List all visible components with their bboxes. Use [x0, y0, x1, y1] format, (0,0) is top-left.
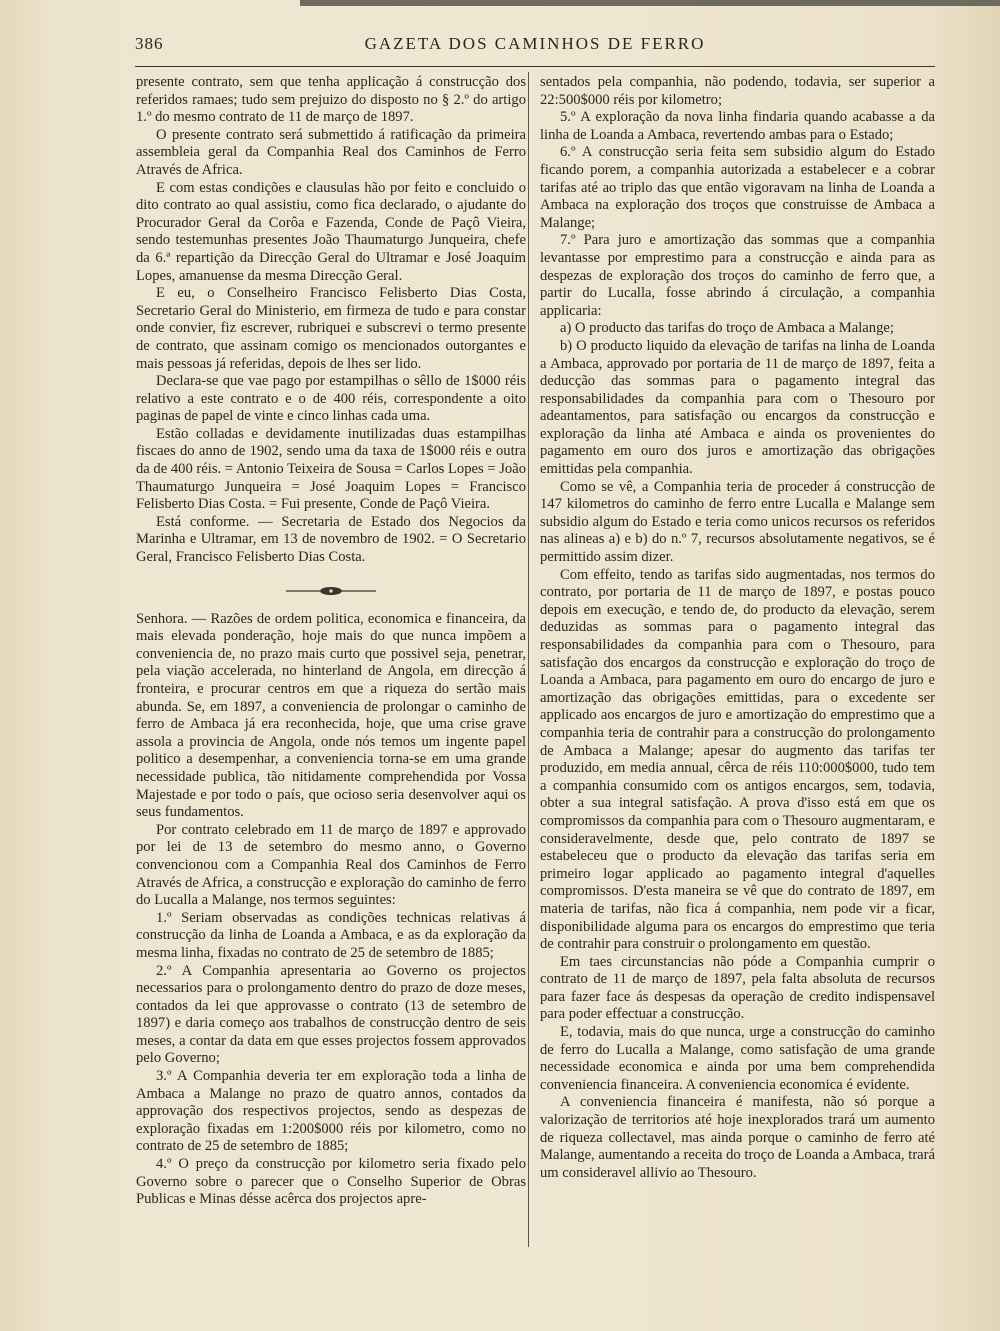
paragraph: Declara-se que vae pago por estampilhas o sêllo de 1$000 réis relativo a este contrato e o de 400 réis, correspondente a oito paginas de papel de vinte e cinco linhas cada uma.: [136, 373, 526, 425]
paragraph: 4.º O preço da construcção por kilometro seria fixado pelo Governo sobre o parecer que o Conselho Superior de Obras Publicas e Minas désse acêrca dos projectos apre-: [136, 1156, 526, 1208]
column-divider: [528, 72, 529, 1247]
paragraph: 5.º A exploração da nova linha findaria quando acabasse a da linha de Loanda a Ambaca, revertendo ambas para o Estado;: [540, 109, 935, 143]
paragraph: 1.º Seriam observadas as condições technicas relativas á construcção da linha de Loanda a Ambaca, e as da exploração da mesma linha, fixadas no contrato de 25 de setembro de 1885;: [136, 909, 526, 961]
paragraph: Em taes circunstancias não póde a Companhia cumprir o contrato de 11 de março de 1897, pela falta absoluta de recursos para fazer face ás despesas da operação de credito indispensavel para poder effectuar a construcção.: [540, 953, 935, 1023]
scan-edge: [300, 0, 1000, 6]
right-column: [540, 74, 935, 1182]
page-number: 386: [135, 34, 164, 53]
paragraph: E com estas condições e clausulas hão por feito e concluido o dito contrato ao qual assistiu, como fica declarado, o ajudante do Procurador Geral da Corôa e Fazenda, Conde de Paçô Vieira, sendo testemunhas presentes João Thaumaturgo Junqueira, chefe da 6.ª repartição da Direcção Geral do Ultramar e José Joaquim Lopes, amanuense da mesma Direcção Geral.: [136, 179, 526, 284]
header-rule: [135, 66, 935, 67]
paragraph: 2.º A Companhia apresentaria ao Governo os projectos necessarios para o prolongamento dentro do prazo de doze meses, contados da lei que approvasse o contrato (13 de setembro de 1897) e daria começo aos trabalhos de construcção dentro de seis meses, a contar da data em que esses projectos fossem approvados pelo Governo;: [136, 962, 526, 1067]
page-header: [135, 34, 935, 60]
paragraph: presente contrato, sem que tenha applicação á construcção dos referidos ramaes; tudo sem prejuizo do disposto no § 2.º do artigo 1.º do mesmo contrato de 11 de março de 1897.: [136, 74, 526, 126]
paragraph: Senhora. — Razões de ordem politica, economica e financeira, da mais elevada ponderação, hoje mais do que nunca impõem a conveniencia de, no prazo mais curto que possivel seja, penetrar, pela viação accelerada, no hinterland de Angola, em direcção á fronteira, e procurar centros em que a riqueza do sertão mais abunda. Se, em 1897, a conveniencia de prolongar o caminho de ferro de Ambaca já era reconhecida, hoje, que uma crise grave assola a provincia de Angola, onde nós temos um ingente papel politico a desempenhar, a conveniencia torna-se em uma grande necessidade publica, tão nitidamente comprehendida por Vossa Majestade e por todo o país, que ocioso seria desenvolver aqui os seus fundamentos.: [136, 610, 526, 821]
paragraph: Está conforme. — Secretaria de Estado dos Negocios da Marinha e Ultramar, em 13 de novembro de 1902. = O Secretario Geral, Francisco Felisberto Dias Costa.: [136, 513, 526, 566]
paragraph: b) O producto liquido da elevação de tarifas na linha de Loanda a Ambaca, approvado por portaria de 11 de março de 1897, feita a deducção das sommas para o pagamento integral das responsabilidades da companhia para com o Thesouro por adeantamentos, para satisfação ou encargos da construcção e exploração da linha até Ambaca e ainda os provenientes do pagamento em ouro dos juros e amortização das obrigações emittidas pela companhia.: [540, 337, 935, 478]
paragraph: E eu, o Conselheiro Francisco Felisberto Dias Costa, Secretario Geral do Ministerio, em firmeza de tudo e para constar onde convier, fiz escrever, rubriquei e subscrevi o termo presente de contrato, que assinam comigo os mencionados outorgantes e mais pessoas já referidas, depois de lhes ser lido.: [136, 285, 526, 372]
paragraph: E, todavia, mais do que nunca, urge a construcção do caminho de ferro do Lucalla a Malange, como satisfação de uma grande necessidade economica e ainda por uma bem comprehendida conveniencia financeira. A conveniencia economica é evidente.: [540, 1024, 935, 1093]
paragraph: 7.º Para juro e amortização das sommas que a companhia levantasse por emprestimo para a construcção e ainda para as despezas de exploração dos troços do caminho de ferro que, a partir do Lucalla, fosse abrindo á circulação, a companhia applicaria:: [540, 232, 935, 319]
paragraph: A conveniencia financeira é manifesta, não só porque a valorização de territorios até hoje inexplorados trará um aumento de riqueza collectavel, mas ainda porque o caminho de ferro até Malange, aumentando a receita do troço de Loanda a Ambaca, trará um consideravel allivio ao Thesouro.: [540, 1094, 935, 1181]
paragraph: a) O producto das tarifas do troço de Ambaca a Malange;: [560, 320, 894, 337]
paragraph: 3.º A Companhia deveria ter em exploração toda a linha de Ambaca a Malange no prazo de quatro annos, contados da approvação dos respectivos projectos, sendo as despezas de exploração fixadas em 1:200$000 réis por kilometro, como no contrato de 25 de setembro de 1885;: [136, 1068, 526, 1155]
running-title: GAZETA DOS CAMINHOS DE FERRO: [364, 34, 706, 53]
paragraph: O presente contrato será submettido á ratificação da primeira assembleia geral da Companhia Real dos Caminhos de Ferro Através de Africa.: [136, 126, 526, 178]
paragraph: Como se vê, a Companhia teria de proceder á construcção de 147 kilometros do caminho de ferro entre Lucalla e Malange sem subsidio algum do Estado e teria como unicos recursos os referidos nas alineas a) e b) do n.º 7, recursos absolutamente negativos, se é permittido assim dizer.: [540, 478, 935, 566]
paragraph: Por contrato celebrado em 11 de março de 1897 e approvado por lei de 13 de setembro do mesmo anno, o Governo convencionou com a Companhia Real dos Caminhos de Ferro Através de Africa, a construcção e exploração do caminho de ferro do Lucalla a Malange, nos termos seguintes:: [136, 821, 526, 909]
paragraph: sentados pela companhia, não podendo, todavia, ser superior a 22:500$000 réis por kilometro;: [540, 74, 935, 108]
ornamental-dash-icon: [136, 577, 526, 605]
paragraph: 6.º A construcção seria feita sem subsidio algum do Estado ficando porem, a companhia autorizada a estabelecer e a cobrar tarifas até ao triplo das que então vigoravam na linha de Loanda a Ambaca na exploração dos troços que construisse de Ambaca a Malange;: [540, 144, 935, 231]
paragraph: Estão colladas e devidamente inutilizadas duas estampilhas fiscaes do anno de 1902, sendo uma da taxa de 1$000 réis e outra da de 400 réis. = Antonio Teixeira de Sousa = Carlos Lopes = João Thaumaturgo Junqueira = José Joaquim Lopes = Francisco Felisberto Dias Costa. = Fui presente, Conde de Paçô Vieira.: [136, 425, 526, 513]
paragraph: Com effeito, tendo as tarifas sido augmentadas, nos termos do contrato, por portaria de 11 de março de 1897, e postas pouco depois em execução, e tendo de, do producto da elevação, serem deduzidas as sommas para o pagamento integral das responsabilidades da companhia para com o Thesouro, para satisfação dos encargos da construcção e exploração do troço de Loanda a Ambaca, para pagamento em ouro do encargo de juro e amortização das obrigações emittidas, para o excedente ser applicado aos encargos de juro e amortização do emprestimo que a companhia teria de contrahir para a construcção do prolongamento de Ambaca a Malange; apesar do augmento das tarifas ter produzido, em media annual, cêrca de réis 110:000$000, tudo tem a companhia consumido com os antigos encargos, sem, todavia, obter a sua integral satisfação. A prova d'isso está em que os compromissos da companhia para com o Thesouro augmentaram, e consideravelmente, desde que, pelo contrato de 1897 se estabeleceu que o producto da elevação das tarifas seria em primeiro logar applicado ao pagamento integral d'aquelles compromissos. D'esta maneira se vê que do contrato de 1897, em materia de tarifas, não fica á companhia, nem pode vir a ficar, disponibilidade alguma para os encargos do emprestimo que teria de contrahir para construir o prolongamento em questão.: [540, 566, 935, 953]
left-column: [136, 74, 526, 1209]
